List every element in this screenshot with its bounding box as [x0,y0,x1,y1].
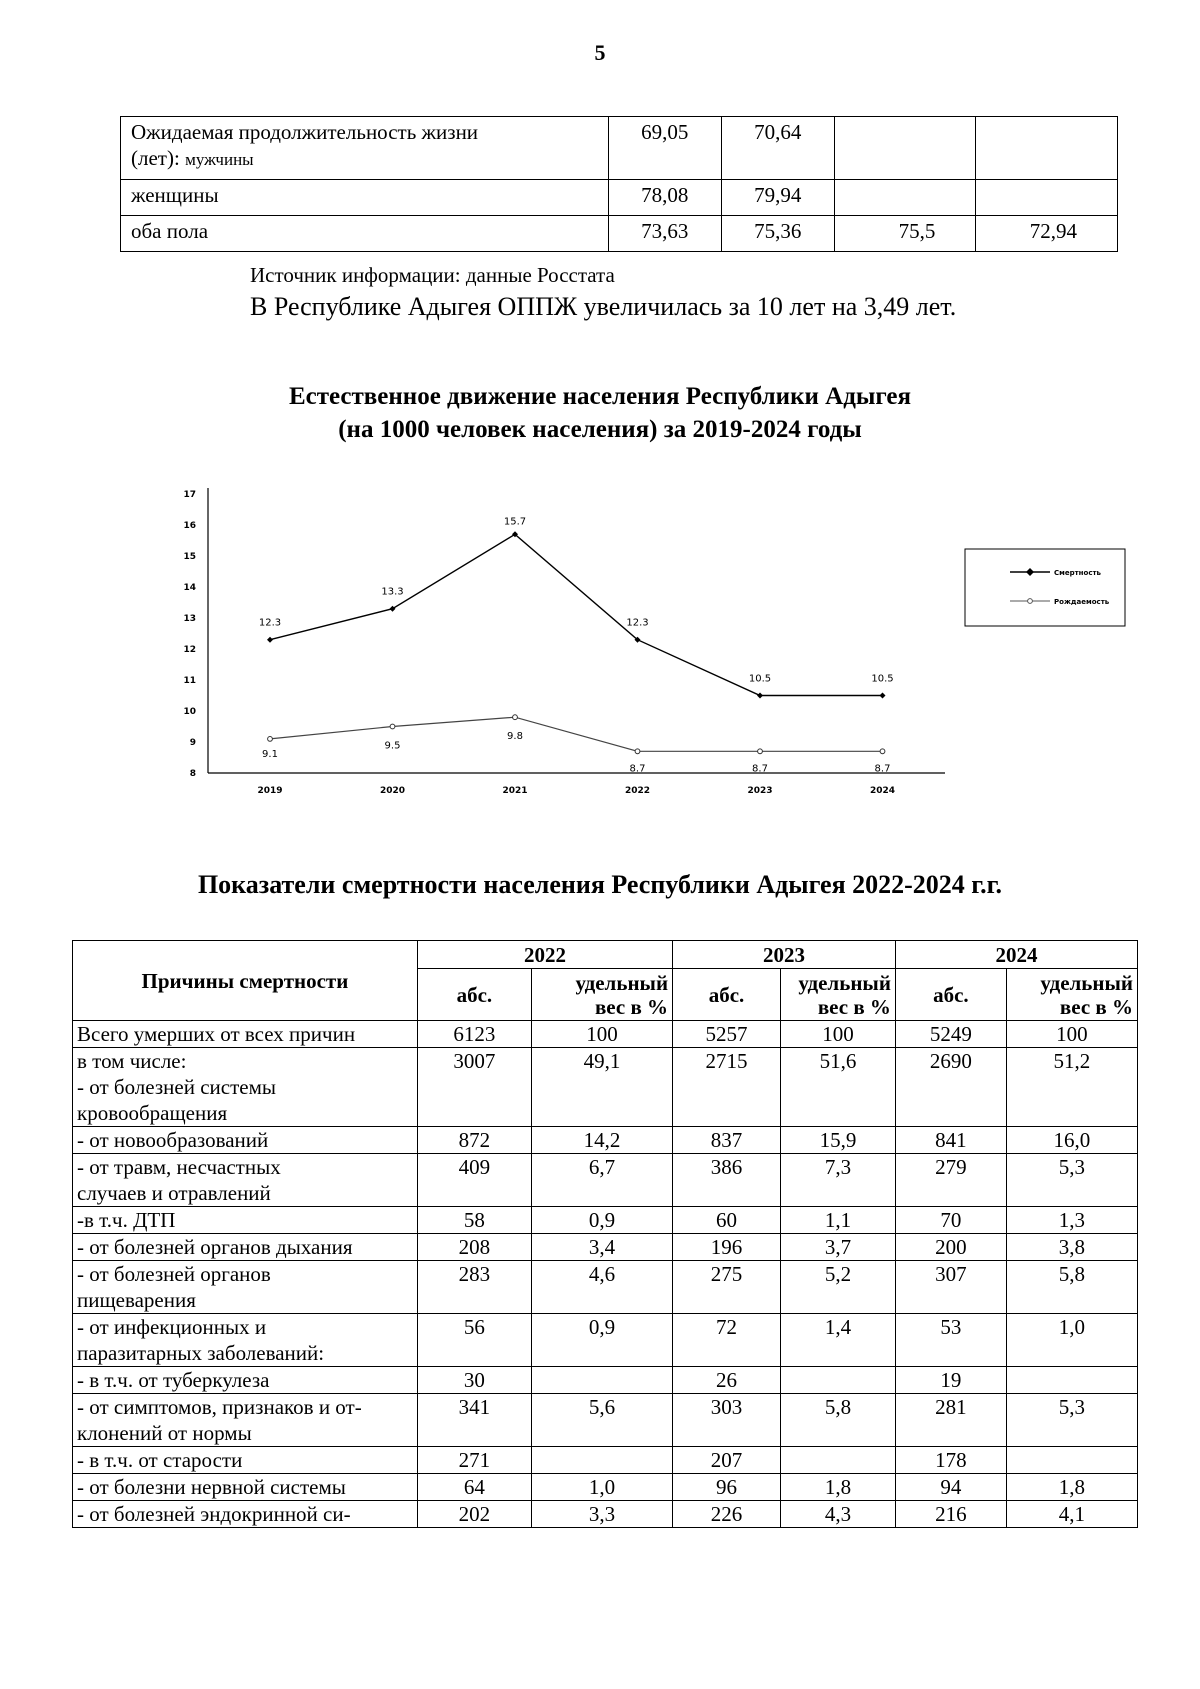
value-cell: 94 [895,1474,1006,1501]
cause-cell: - от новообразований [73,1127,418,1154]
value-cell: 837 [673,1127,781,1154]
value-cell: 15,9 [780,1127,895,1154]
row-label: оба пола [121,216,609,252]
cell: 79,94 [721,180,834,216]
table-row [73,1447,1138,1474]
birth-data-label: 9.5 [384,740,401,752]
value-cell: 2690 [895,1048,1006,1127]
table-row [73,1314,1138,1367]
value-cell: 409 [417,1154,531,1207]
value-cell: 3,8 [1006,1234,1137,1261]
value-cell: 1,3 [1006,1207,1137,1234]
table-row [73,1234,1138,1261]
page-number: 5 [594,40,606,65]
cause-cell: в том числе: - от болезней системы кровообращения [73,1048,418,1127]
cause-cell: - от травм, несчастных случаев и отравлений [73,1154,418,1207]
value-cell: 3,4 [531,1234,672,1261]
value-cell: 3007 [417,1048,531,1127]
value-cell: 207 [673,1447,781,1474]
table-row [73,1048,1138,1127]
abs-header: абс. [673,969,781,1021]
table-row [73,1127,1138,1154]
value-cell: 53 [895,1314,1006,1367]
legend-birth-label: Рождаемость [1054,598,1110,606]
value-cell: 200 [895,1234,1006,1261]
value-cell: 1,0 [1006,1314,1137,1367]
year-header: 2022 [417,941,672,969]
value-cell: 70 [895,1207,1006,1234]
value-cell: 58 [417,1207,531,1234]
value-cell: 208 [417,1234,531,1261]
row-label: Ожидаемая продолжительность жизни (лет): мужчины [121,117,609,180]
x-tick-label: 2019 [257,786,283,796]
year-header: 2024 [895,941,1137,969]
cause-cell: Всего умерших от всех причин [73,1021,418,1048]
abs-header: абс. [895,969,1006,1021]
value-cell: 6,7 [531,1154,672,1207]
y-tick-label: 16 [183,521,196,531]
mortality-title: Показатели смертности населения Республики Адыгея 2022-2024 г.г. [197,870,1003,899]
y-tick-label: 13 [183,614,196,624]
value-cell: 1,8 [1006,1474,1137,1501]
legend-mortality-label: Смертность [1054,569,1101,577]
value-cell: 16,0 [1006,1127,1137,1154]
mortality-point [757,693,763,699]
table-row [121,180,1118,216]
value-cell: 60 [673,1207,781,1234]
y-tick-label: 8 [189,769,196,779]
cause-cell: - от болезней органов дыхания [73,1234,418,1261]
value-cell: 5249 [895,1021,1006,1048]
y-tick-label: 11 [183,676,196,686]
cause-cell: -в т.ч. ДТП [73,1207,418,1234]
birth-point [635,749,640,754]
life-expectancy-table [120,116,1118,252]
cell [834,117,976,180]
cause-header: Причины смертности [73,941,418,1021]
value-cell [531,1447,672,1474]
value-cell [780,1447,895,1474]
value-cell: 100 [531,1021,672,1048]
cause-cell: - в т.ч. от старости [73,1447,418,1474]
value-cell: 341 [417,1394,531,1447]
value-cell: 275 [673,1261,781,1314]
cell: 70,64 [721,117,834,180]
legend-birth-marker [1028,599,1033,604]
value-cell: 5,3 [1006,1154,1137,1207]
value-cell: 64 [417,1474,531,1501]
value-cell: 6123 [417,1021,531,1048]
x-tick-label: 2024 [869,786,896,796]
table-row [73,1394,1138,1447]
value-cell: 100 [1006,1021,1137,1048]
mortality-point [390,606,396,612]
value-cell: 216 [895,1501,1006,1528]
header-row [73,941,1138,969]
birth-data-label: 9.8 [507,731,523,743]
cell: 78,08 [608,180,721,216]
birth-point [758,749,763,754]
value-cell: 56 [417,1314,531,1367]
value-cell: 4,3 [780,1501,895,1528]
cell: 72,94 [976,216,1118,252]
cause-cell: - в т.ч. от туберкулеза [73,1367,418,1394]
table-row [73,1207,1138,1234]
x-tick-label: 2021 [502,786,528,796]
table-row [73,1367,1138,1394]
value-cell: 4,1 [1006,1501,1137,1528]
birth-data-label: 9.1 [262,748,278,760]
y-tick-label: 10 [183,707,196,717]
mortality-line [270,534,883,695]
value-cell: 279 [895,1154,1006,1207]
cell: 73,63 [608,216,721,252]
cause-cell: - от инфекционных и паразитарных заболеваний: [73,1314,418,1367]
value-cell: 51,2 [1006,1048,1137,1127]
share-header: удельный вес в % [1006,969,1137,1021]
value-cell: 281 [895,1394,1006,1447]
source-note: Источник информации: данные Росстата [250,263,615,287]
birth-line [270,717,883,751]
y-tick-label: 12 [183,645,196,655]
value-cell: 872 [417,1127,531,1154]
birth-data-label: 8.7 [752,763,768,775]
share-header: удельный вес в % [780,969,895,1021]
value-cell: 72 [673,1314,781,1367]
vital-rates-chart [0,470,1200,830]
value-cell: 283 [417,1261,531,1314]
table-row [73,1261,1138,1314]
value-cell: 7,3 [780,1154,895,1207]
value-cell: 2715 [673,1048,781,1127]
value-cell: 14,2 [531,1127,672,1154]
table-row [73,1154,1138,1207]
y-tick-label: 17 [183,490,196,500]
value-cell: 96 [673,1474,781,1501]
table-row [73,1021,1138,1048]
mortality-point [880,693,886,699]
value-cell [1006,1447,1137,1474]
value-cell: 51,6 [780,1048,895,1127]
value-cell: 271 [417,1447,531,1474]
chart-title: Естественное движение населения Республики Адыгея (на 1000 человек населения) за 2019-2024 годы [288,383,912,443]
cause-cell: - от болезни нервной системы [73,1474,418,1501]
birth-point [268,737,273,742]
table-row [121,117,1118,180]
value-cell: 5,6 [531,1394,672,1447]
cell: 75,36 [721,216,834,252]
year-header: 2023 [673,941,896,969]
table-row [73,1501,1138,1528]
cause-cell: - от болезней эндокринной си- [73,1501,418,1528]
x-tick-label: 2020 [379,786,406,796]
value-cell: 1,0 [531,1474,672,1501]
value-cell: 4,6 [531,1261,672,1314]
value-cell: 5,8 [780,1394,895,1447]
value-cell: 3,7 [780,1234,895,1261]
value-cell: 5,3 [1006,1394,1137,1447]
value-cell: 0,9 [531,1207,672,1234]
y-tick-label: 9 [189,738,196,748]
mortality-table [72,940,1138,1528]
mortality-data-label: 10.5 [871,673,894,685]
value-cell: 30 [417,1367,531,1394]
value-cell: 178 [895,1447,1006,1474]
cause-cell: - от симптомов, признаков и от- клонений от нормы [73,1394,418,1447]
value-cell: 49,1 [531,1048,672,1127]
mortality-point [267,637,273,643]
value-cell: 3,3 [531,1501,672,1528]
summary-sentence: В Республике Адыгея ОППЖ увеличилась за 10 лет на 3,49 лет. [250,292,957,321]
y-tick-label: 15 [183,552,196,562]
value-cell: 386 [673,1154,781,1207]
birth-data-label: 8.7 [629,763,646,775]
mortality-data-label: 12.3 [626,617,649,629]
cell: 69,05 [608,117,721,180]
value-cell: 26 [673,1367,781,1394]
mortality-data-label: 13.3 [381,586,404,598]
value-cell: 202 [417,1501,531,1528]
value-cell: 19 [895,1367,1006,1394]
x-tick-label: 2022 [624,786,651,796]
mortality-data-label: 15.7 [503,516,527,528]
value-cell [780,1367,895,1394]
value-cell: 1,1 [780,1207,895,1234]
value-cell: 5257 [673,1021,781,1048]
value-cell: 1,4 [780,1314,895,1367]
x-tick-label: 2023 [747,786,773,796]
birth-point [880,749,885,754]
legend-box [965,549,1125,626]
value-cell [1006,1367,1137,1394]
abs-header: абс. [417,969,531,1021]
value-cell: 307 [895,1261,1006,1314]
cell [834,180,976,216]
value-cell: 196 [673,1234,781,1261]
value-cell: 5,2 [780,1261,895,1314]
cell [976,180,1118,216]
cell [976,117,1118,180]
birth-point [390,724,395,729]
value-cell [531,1367,672,1394]
value-cell: 5,8 [1006,1261,1137,1314]
value-cell: 1,8 [780,1474,895,1501]
value-cell: 226 [673,1501,781,1528]
birth-point [513,715,518,720]
row-label: женщины [121,180,609,216]
table-row [121,216,1118,252]
value-cell: 0,9 [531,1314,672,1367]
y-tick-label: 14 [183,583,196,593]
share-header: удельный вес в % [531,969,672,1021]
value-cell: 100 [780,1021,895,1048]
cell: 75,5 [834,216,976,252]
mortality-data-label: 10.5 [748,673,772,685]
mortality-data-label: 12.3 [258,617,282,629]
birth-data-label: 8.7 [874,763,891,775]
value-cell: 841 [895,1127,1006,1154]
cause-cell: - от болезней органов пищеварения [73,1261,418,1314]
value-cell: 303 [673,1394,781,1447]
table-row [73,1474,1138,1501]
